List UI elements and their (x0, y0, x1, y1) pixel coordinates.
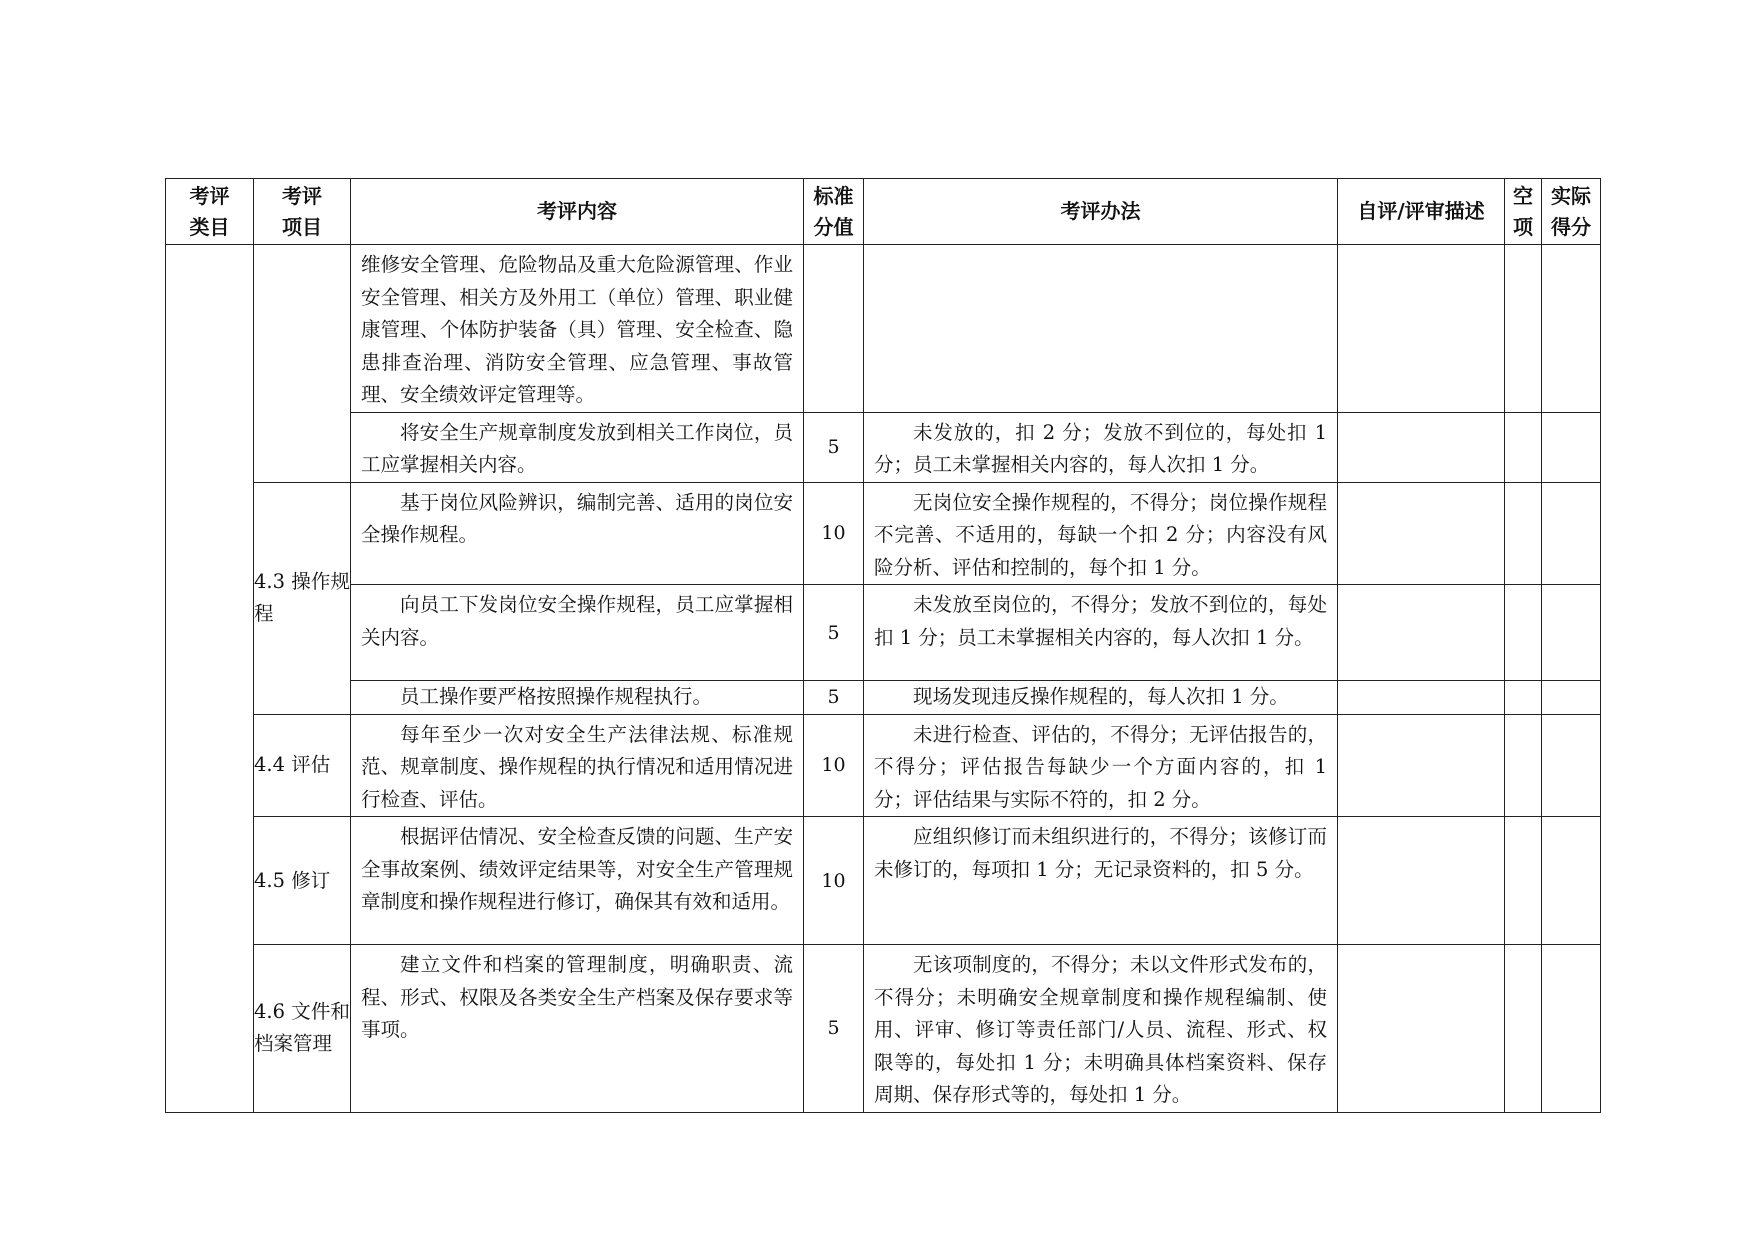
content-cell: 根据评估情况、安全检查反馈的问题、生产安全事故案例、绩效评定结果等，对安全生产管理规章制度和操作规程进行修订，确保其有效和适用。 (351, 817, 804, 945)
score-cell: 5 (804, 681, 864, 715)
content-cell: 维修安全管理、危险物品及重大危险源管理、作业安全管理、相关方及外用工（单位）管理、职业健康管理、个体防护装备（具）管理、安全检查、隐患排查治理、消防安全管理、应急管理、事故管理、安全绩效评定管理等。 (351, 245, 804, 413)
item-cell: 4.4 评估 (254, 714, 351, 817)
actual-score-cell[interactable] (1542, 482, 1601, 585)
score-cell: 10 (804, 714, 864, 817)
method-cell: 应组织修订而未组织进行的，不得分；该修订而未修订的，每项扣 1 分；无记录资料的，扣 5 分。 (864, 817, 1338, 945)
header-actual-score: 实际 得分 (1542, 179, 1601, 245)
description-cell[interactable] (1338, 482, 1505, 585)
header-score: 标准 分值 (804, 179, 864, 245)
actual-score-cell[interactable] (1542, 945, 1601, 1113)
method-cell: 未发放的，扣 2 分；发放不到位的，每处扣 1 分；员工未掌握相关内容的，每人次扣 1 分。 (864, 412, 1338, 482)
blank-cell[interactable] (1505, 245, 1542, 413)
score-cell: 10 (804, 817, 864, 945)
content-cell: 建立文件和档案的管理制度，明确职责、流程、形式、权限及各类安全生产档案及保存要求等事项。 (351, 945, 804, 1113)
blank-cell[interactable] (1505, 412, 1542, 482)
method-cell: 未进行检查、评估的，不得分；无评估报告的，不得分；评估报告每缺少一个方面内容的，扣 1 分；评估结果与实际不符的，扣 2 分。 (864, 714, 1338, 817)
score-cell: 10 (804, 482, 864, 585)
header-item: 考评 项目 (254, 179, 351, 245)
blank-cell[interactable] (1505, 482, 1542, 585)
content-cell: 向员工下发岗位安全操作规程，员工应掌握相关内容。 (351, 585, 804, 681)
content-cell: 每年至少一次对安全生产法律法规、标准规范、规章制度、操作规程的执行情况和适用情况进行检查、评估。 (351, 714, 804, 817)
score-cell (804, 245, 864, 413)
item-cell: 4.5 修订 (254, 817, 351, 945)
method-cell: 未发放至岗位的，不得分；发放不到位的，每处扣 1 分；员工未掌握相关内容的，每人次扣 1 分。 (864, 585, 1338, 681)
table-row (166, 817, 1601, 945)
method-cell: 无该项制度的，不得分；未以文件形式发布的，不得分；未明确安全规章制度和操作规程编制、使用、评审、修订等责任部门/人员、流程、形式、权限等的，每处扣 1 分；未明确具体档案资料、保存周期、保存形式等的，每处扣 1 分。 (864, 945, 1338, 1113)
actual-score-cell[interactable] (1542, 714, 1601, 817)
table-row (166, 482, 1601, 585)
table-row (166, 681, 1601, 715)
score-cell: 5 (804, 412, 864, 482)
header-method: 考评办法 (864, 179, 1338, 245)
actual-score-cell[interactable] (1542, 585, 1601, 681)
table-row (166, 585, 1601, 681)
score-cell: 5 (804, 945, 864, 1113)
header-blank: 空 项 (1505, 179, 1542, 245)
actual-score-cell[interactable] (1542, 412, 1601, 482)
header-row (166, 179, 1601, 245)
content-cell: 将安全生产规章制度发放到相关工作岗位，员工应掌握相关内容。 (351, 412, 804, 482)
description-cell[interactable] (1338, 585, 1505, 681)
item-cell: 4.6 文件和档案管理 (254, 945, 351, 1113)
header-content: 考评内容 (351, 179, 804, 245)
description-cell[interactable] (1338, 412, 1505, 482)
actual-score-cell[interactable] (1542, 817, 1601, 945)
header-description: 自评/评审描述 (1338, 179, 1505, 245)
content-cell: 员工操作要严格按照操作规程执行。 (351, 681, 804, 715)
description-cell[interactable] (1338, 681, 1505, 715)
description-cell[interactable] (1338, 945, 1505, 1113)
item-cell (254, 245, 351, 483)
blank-cell[interactable] (1505, 945, 1542, 1113)
method-cell (864, 245, 1338, 413)
table-row (166, 945, 1601, 1113)
description-cell[interactable] (1338, 817, 1505, 945)
blank-cell[interactable] (1505, 817, 1542, 945)
description-cell[interactable] (1338, 245, 1505, 413)
item-cell: 4.3 操作规程 (254, 482, 351, 714)
score-cell: 5 (804, 585, 864, 681)
blank-cell[interactable] (1505, 681, 1542, 715)
table-row (166, 714, 1601, 817)
method-cell: 现场发现违反操作规程的，每人次扣 1 分。 (864, 681, 1338, 715)
table-row (166, 412, 1601, 482)
evaluation-table (165, 178, 1601, 1113)
content-cell: 基于岗位风险辨识，编制完善、适用的岗位安全操作规程。 (351, 482, 804, 585)
header-category: 考评 类目 (166, 179, 254, 245)
category-cell (166, 245, 254, 1113)
description-cell[interactable] (1338, 714, 1505, 817)
blank-cell[interactable] (1505, 714, 1542, 817)
table-row (166, 245, 1601, 413)
actual-score-cell[interactable] (1542, 245, 1601, 413)
blank-cell[interactable] (1505, 585, 1542, 681)
actual-score-cell[interactable] (1542, 681, 1601, 715)
method-cell: 无岗位安全操作规程的，不得分；岗位操作规程不完善、不适用的，每缺一个扣 2 分；内容没有风险分析、评估和控制的，每个扣 1 分。 (864, 482, 1338, 585)
